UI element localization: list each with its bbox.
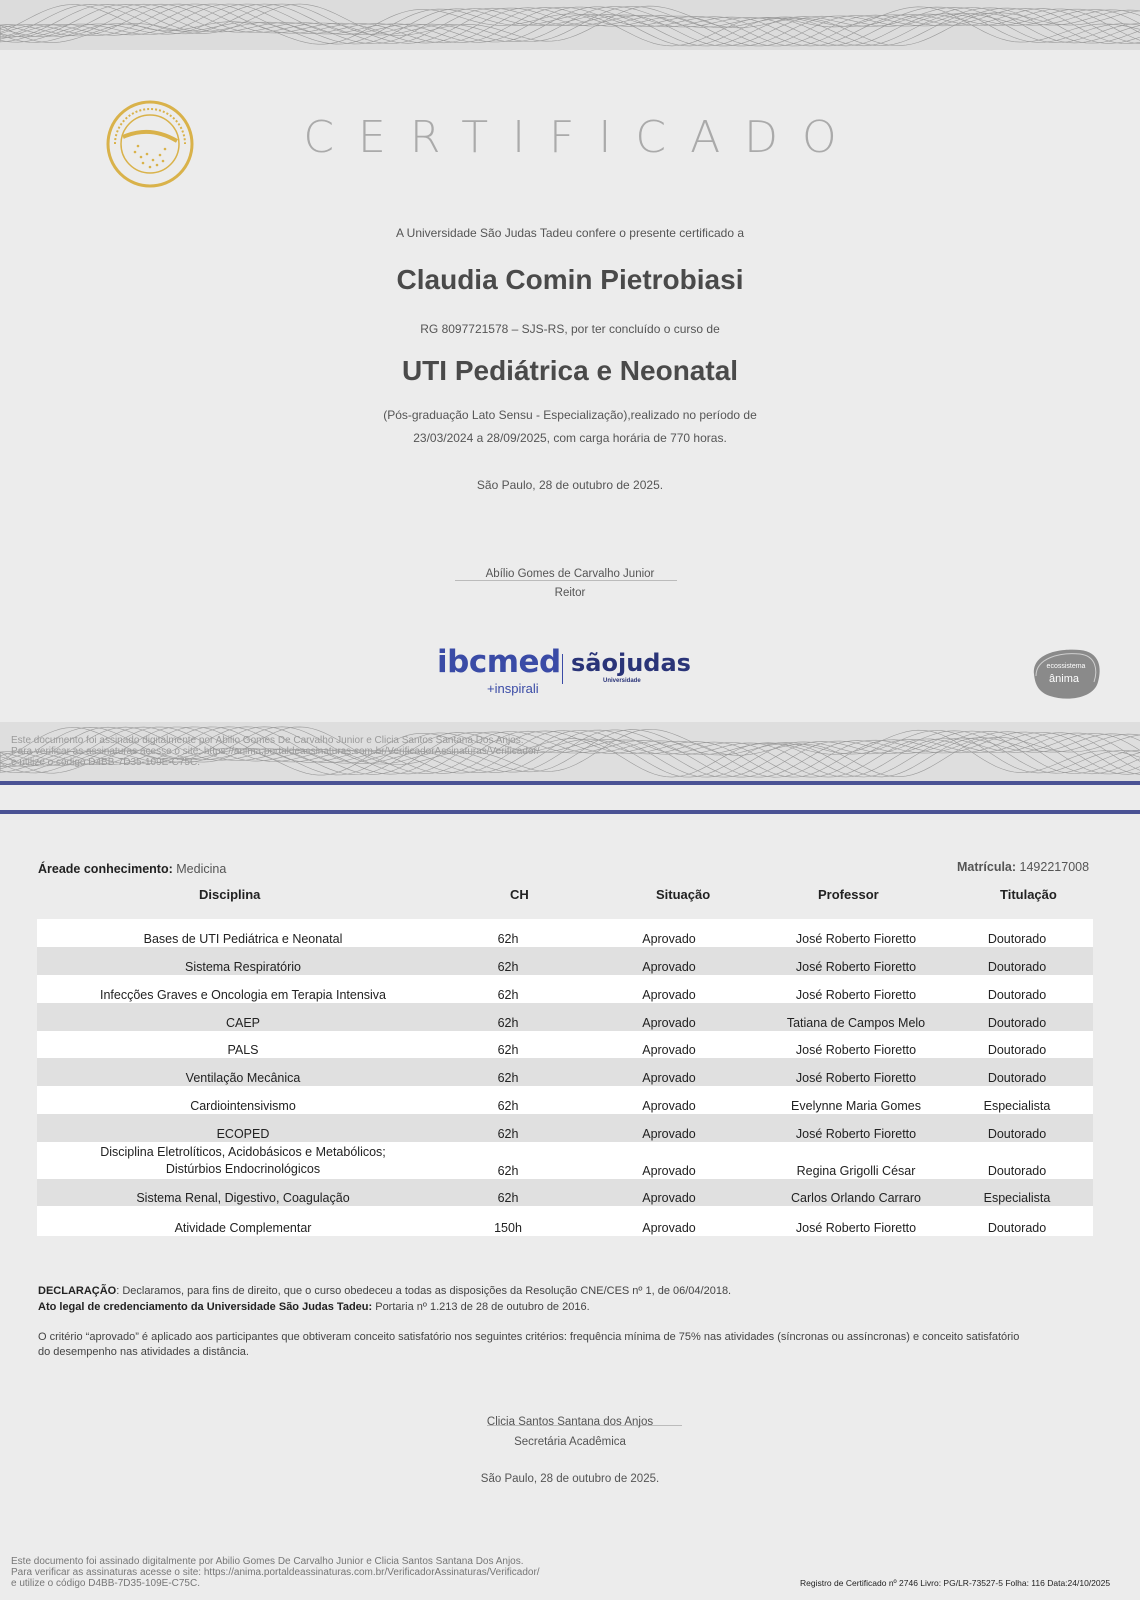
logo-separator [562, 654, 563, 684]
cell-situacao: Aprovado [642, 1099, 696, 1113]
cell-titulacao: Doutorado [987, 932, 1047, 946]
header-ch: CH [510, 887, 529, 902]
cell-titulacao: Doutorado [987, 988, 1047, 1002]
cell-situacao: Aprovado [642, 1164, 696, 1178]
certificate-intro: A Universidade São Judas Tadeu confere o presente certificado a [396, 226, 744, 240]
cell-professor: José Roberto Fioretto [795, 988, 917, 1002]
cell-ch: 62h [497, 1071, 519, 1085]
disciplines-table [37, 919, 1093, 1236]
cell-professor: José Roberto Fioretto [795, 1071, 917, 1085]
cell-titulacao: Doutorado [987, 1221, 1047, 1235]
cell-titulacao: Doutorado [987, 1164, 1047, 1178]
anima-ecosystem-logo [1028, 644, 1104, 704]
cell-ch: 62h [497, 1127, 519, 1141]
cell-situacao: Aprovado [642, 1043, 696, 1057]
table-row [37, 919, 1093, 947]
divider-stripe-upper [0, 781, 1140, 785]
cell-disciplina: Bases de UTI Pediátrica e Neonatal [143, 932, 343, 946]
cell-titulacao: Doutorado [987, 1127, 1047, 1141]
area-of-knowledge: Áreade conhecimento: Medicina [38, 862, 227, 876]
cell-ch: 62h [497, 932, 519, 946]
table-row [37, 1114, 1093, 1142]
table-row [37, 1086, 1093, 1114]
cell-situacao: Aprovado [642, 1071, 696, 1085]
cell-ch: 150h [494, 1221, 522, 1235]
cell-disciplina: CAEP [225, 1016, 261, 1030]
cell-professor: Evelynne Maria Gomes [791, 1099, 921, 1113]
digital-signature-notice: Este documento foi assinado digitalmente por Abilio Gomes De Carvalho Junior e Clicia Santos Santana Dos Anjos. Para verificar as assinaturas acesse o site: https://anima.portaldeassinaturas.com.br/VerificadorAssinaturas/Verificador/ e utilize o código D4BB-7D35-109E-C75C. [11, 1556, 540, 1589]
cell-situacao: Aprovado [642, 1127, 696, 1141]
cell-ch: 62h [497, 1164, 519, 1178]
table-row [37, 1206, 1093, 1236]
table-row [37, 975, 1093, 1003]
cell-ch: 62h [497, 988, 519, 1002]
cell-ch: 62h [497, 960, 519, 974]
cell-disciplina: Sistema Renal, Digestivo, Coagulação [136, 1191, 350, 1205]
cell-professor: Carlos Orlando Carraro [791, 1191, 921, 1205]
cell-titulacao: Doutorado [987, 1016, 1047, 1030]
cell-titulacao: Especialista [983, 1099, 1051, 1113]
cell-situacao: Aprovado [642, 932, 696, 946]
inspirali-logo: +inspirali [487, 681, 539, 696]
cell-disciplina: Disciplina Eletrolíticos, Acidobásicos e Metabólicos; Distúrbios Endocrinológicos [100, 1145, 386, 1176]
cell-professor: Tatiana de Campos Melo [786, 1016, 926, 1030]
secretary-place-date: São Paulo, 28 de outubro de 2025. [480, 1473, 660, 1485]
header-situacao: Situação [656, 887, 711, 902]
saojudas-universidade-label: Universidade [603, 678, 641, 684]
rector-role: Reitor [554, 587, 586, 599]
cell-professor: Regina Grigolli César [796, 1164, 916, 1178]
guilloche-border-top [0, 0, 1140, 50]
cell-titulacao: Doutorado [987, 1043, 1047, 1057]
course-name: UTI Pediátrica e Neonatal [401, 355, 739, 386]
table-row [37, 1179, 1093, 1206]
cell-situacao: Aprovado [642, 960, 696, 974]
cell-ch: 62h [497, 1099, 519, 1113]
declaration: DECLARAÇÃO: Declaramos, para fins de direito, que o curso obedeceu a todas as disposições da Resolução CNE/CES nº 1, de 06/04/2018. [38, 1285, 732, 1297]
table-row [37, 1058, 1093, 1086]
ibcmed-logo: ibcmed [437, 644, 561, 680]
cell-professor: José Roberto Fioretto [795, 932, 917, 946]
divider-stripe-lower [0, 810, 1140, 814]
certificate-registration: Registro de Certificado nº 2746 Livro: PG/LR-73527-5 Folha: 116 Data:24/10/2025 [800, 1578, 1111, 1588]
cell-professor: José Roberto Fioretto [795, 1043, 917, 1057]
cell-ch: 62h [497, 1016, 519, 1030]
course-detail-line-2: 23/03/2024 a 28/09/2025, com carga horária de 770 horas. [413, 431, 727, 445]
matricula: Matrícula: 1492217008 [957, 860, 1090, 874]
rector-name: Abílio Gomes de Carvalho Junior [485, 568, 655, 580]
cell-titulacao: Doutorado [987, 1071, 1047, 1085]
cell-professor: José Roberto Fioretto [795, 1221, 917, 1235]
approval-criteria: O critério “aprovado” é aplicado aos participantes que obtiveram conceito satisfatório nos seguintes critérios: frequência mínima de 75% nas atividades (síncronas ou assíncronas) e conceito satisfatório do desempenho nas atividades a distância. [38, 1331, 1020, 1358]
cell-situacao: Aprovado [642, 1191, 696, 1205]
svg-text:ecossistema: ecossistema [1046, 663, 1086, 670]
cell-titulacao: Especialista [983, 1191, 1051, 1205]
svg-text:ânima: ânima [1049, 673, 1079, 685]
cell-situacao: Aprovado [642, 1221, 696, 1235]
header-disciplina: Disciplina [199, 887, 261, 902]
table-row [37, 1003, 1093, 1031]
cell-ch: 62h [497, 1191, 519, 1205]
table-row [37, 1031, 1093, 1058]
cell-disciplina: Cardiointensivismo [190, 1099, 296, 1113]
cell-titulacao: Doutorado [987, 960, 1047, 974]
recipient-rg-line: RG 8097721578 – SJS-RS, por ter concluído o curso de [420, 322, 720, 336]
table-row [37, 1142, 1093, 1179]
header-titulacao: Titulação [1000, 887, 1057, 902]
cell-ch: 62h [497, 1043, 519, 1057]
saojudas-logo: sãojudas [571, 649, 691, 677]
certificate-title: CERTIFICADO [303, 112, 861, 163]
cell-professor: José Roberto Fioretto [795, 1127, 917, 1141]
cell-professor: José Roberto Fioretto [795, 960, 917, 974]
header-professor: Professor [818, 887, 879, 902]
secretary-role: Secretária Acadêmica [514, 1436, 626, 1448]
cell-disciplina: Infecções Graves e Oncologia em Terapia Intensiva [99, 988, 387, 1002]
table-row [37, 947, 1093, 975]
cell-disciplina: ECOPED [216, 1127, 270, 1141]
cell-disciplina: Atividade Complementar [174, 1221, 312, 1235]
cell-disciplina: PALS [227, 1043, 259, 1057]
cell-disciplina: Ventilação Mecânica [185, 1071, 301, 1085]
digital-signature-notice-faint: Este documento foi assinado digitalmente por Abilio Gomes De Carvalho Junior e Clicia Santos Santana Dos Anjos. Para verificar as assinaturas acesse o site: https://anima.portaldeassinaturas.com.br/VerificadorAssinaturas/Verificador/ e utilize o código D4BB-7D35-109E-C75C. [11, 735, 540, 768]
cell-situacao: Aprovado [642, 1016, 696, 1030]
cell-disciplina: Sistema Respiratório [184, 960, 301, 974]
accreditation-act: Ato legal de credenciamento da Universidade São Judas Tadeu: Portaria nº 1.213 de 28 de outubro de 2016. [38, 1301, 590, 1313]
rector-signature-line [455, 580, 677, 581]
certificate-place-date: São Paulo, 28 de outubro de 2025. [476, 478, 664, 492]
course-detail-line-1: (Pós-graduação Lato Sensu - Especialização),realizado no período de [383, 408, 757, 422]
secretary-name: Clicia Santos Santana dos Anjos [486, 1416, 654, 1428]
recipient-name: Claudia Comin Pietrobiasi [396, 264, 744, 295]
cell-situacao: Aprovado [642, 988, 696, 1002]
